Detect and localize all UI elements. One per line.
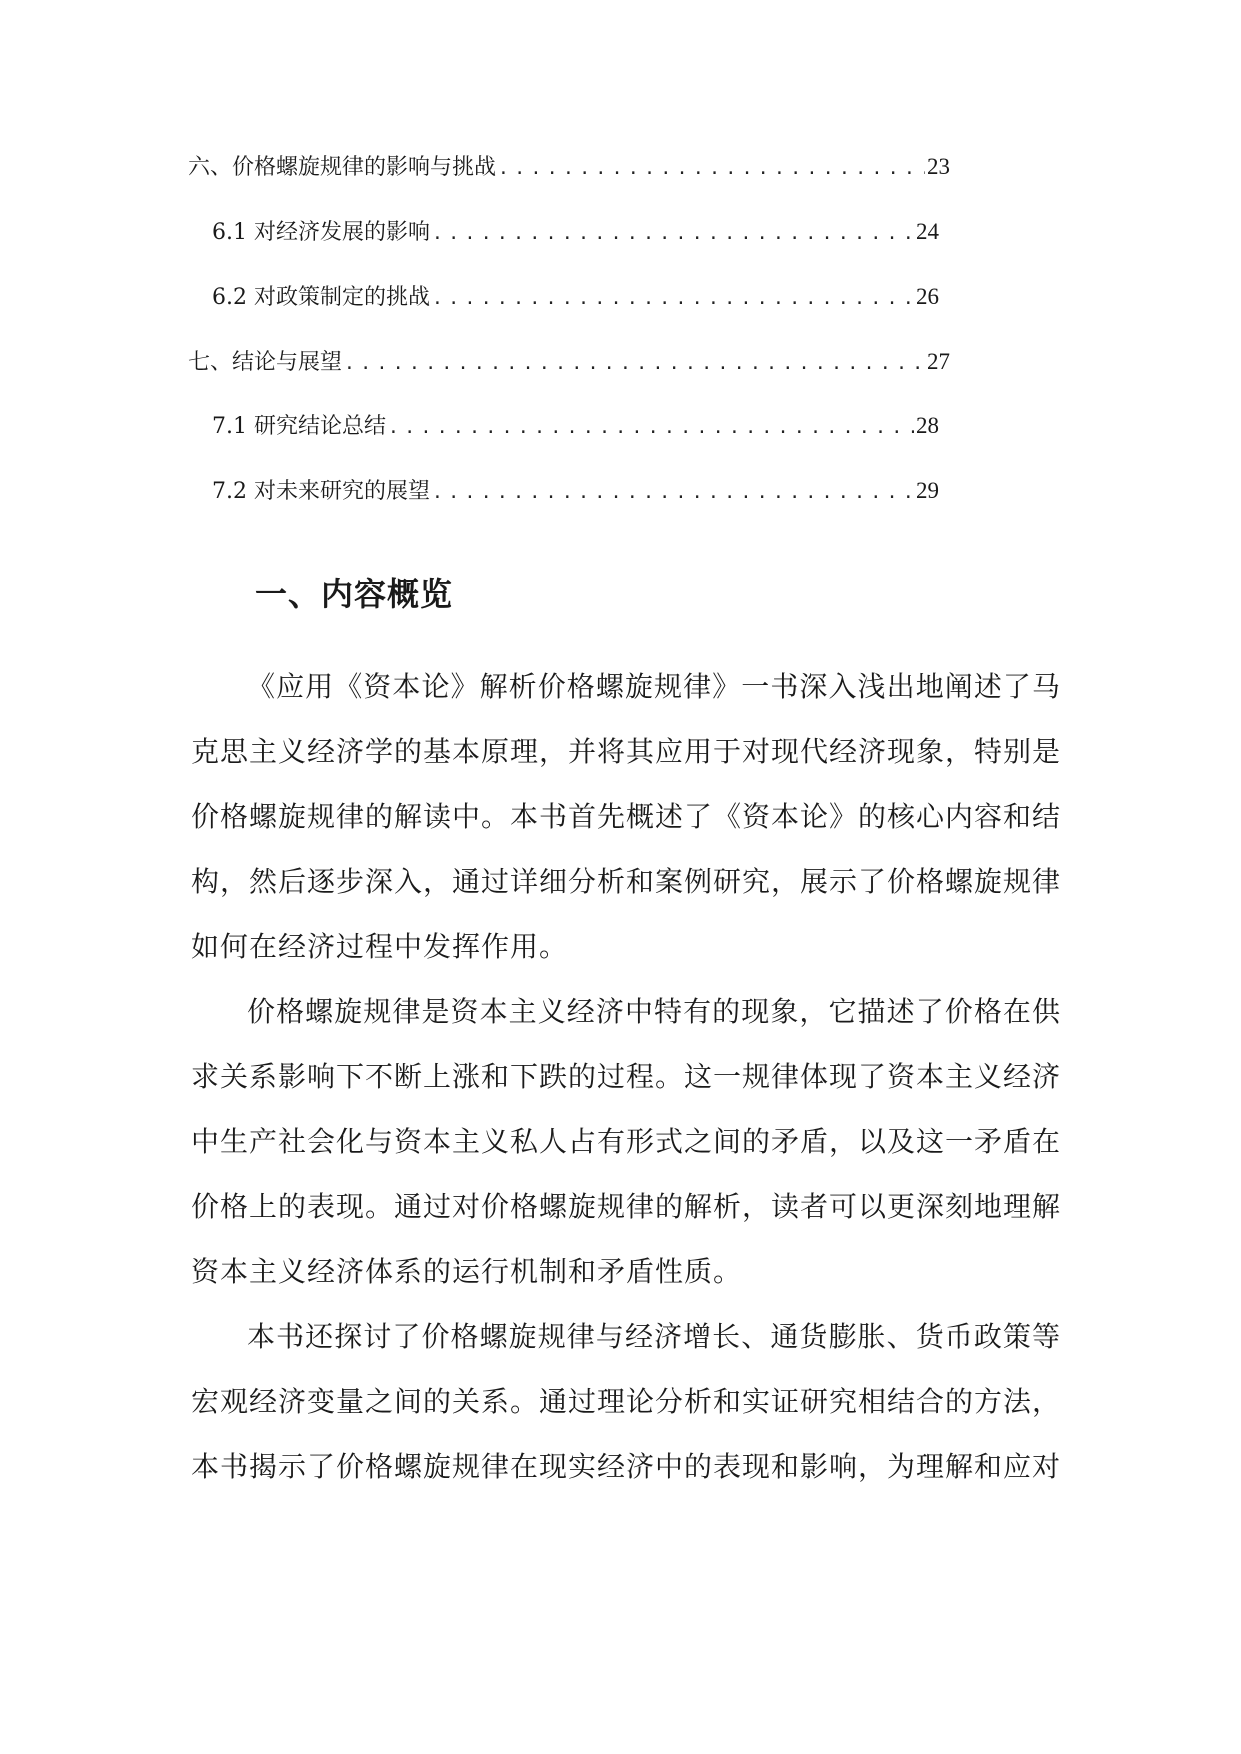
toc-entry[interactable]	[188, 152, 950, 184]
toc-entry-page: 28	[916, 413, 939, 438]
body-paragraph: 本书还探讨了价格螺旋规律与经济增长、通货膨胀、货币政策等宏观经济变量之间的关系。通过理论分析和实证研究相结合的方法，本书揭示了价格螺旋规律在现实经济中的表现和影响，为理解和应对	[191, 1320, 1062, 1483]
toc-entry[interactable]	[212, 476, 939, 508]
body-paragraph: 《应用《资本论》解析价格螺旋规律》一书深入浅出地阐述了马克思主义经济学的基本原理，并将其应用于对现代经济现象，特别是价格螺旋规律的解读中。本书首先概述了《资本论》的核心内容和结构，然后逐步深入，通过详细分析和案例研究，展示了价格螺旋规律如何在经济过程中发挥作用。	[191, 670, 1062, 963]
body-paragraph: 价格螺旋规律是资本主义经济中特有的现象，它描述了价格在供求关系影响下不断上涨和下跌的过程。这一规律体现了资本主义经济中生产社会化与资本主义私人占有形式之间的矛盾，以及这一矛盾在价格上的表现。通过对价格螺旋规律的解析，读者可以更深刻地理解资本主义经济体系的运行机制和矛盾性质。	[191, 995, 1062, 1288]
toc-entry-title: 7.2 对未来研究的展望	[212, 479, 430, 504]
toc-entry[interactable]	[188, 347, 950, 379]
toc-entry-page: 23	[927, 154, 950, 179]
toc-entry-title: 七、结论与展望	[188, 350, 343, 375]
toc-entry-page: 24	[916, 219, 939, 244]
section-body	[191, 654, 1061, 1499]
toc-dot-leader	[432, 284, 914, 314]
toc-entry[interactable]	[212, 411, 939, 443]
toc-entry[interactable]	[212, 282, 939, 314]
toc-entry-page: 26	[916, 284, 939, 309]
toc-entry-page: 27	[927, 349, 950, 374]
toc-entry-title: 7.1 研究结论总结	[212, 414, 386, 439]
section-heading: 一、内容概览	[255, 575, 454, 613]
toc-dot-leader	[498, 154, 925, 184]
toc-entry-title: 6.2 对政策制定的挑战	[212, 285, 430, 310]
toc-entry-title: 6.1 对经济发展的影响	[212, 220, 430, 245]
toc-entry-page: 29	[916, 478, 939, 503]
toc-dot-leader	[432, 219, 914, 249]
toc-entry[interactable]	[212, 217, 939, 249]
toc-dot-leader	[432, 478, 914, 508]
toc-entry-title: 六、价格螺旋规律的影响与挑战	[188, 155, 497, 180]
toc-dot-leader	[388, 413, 914, 443]
toc-dot-leader	[344, 349, 925, 379]
